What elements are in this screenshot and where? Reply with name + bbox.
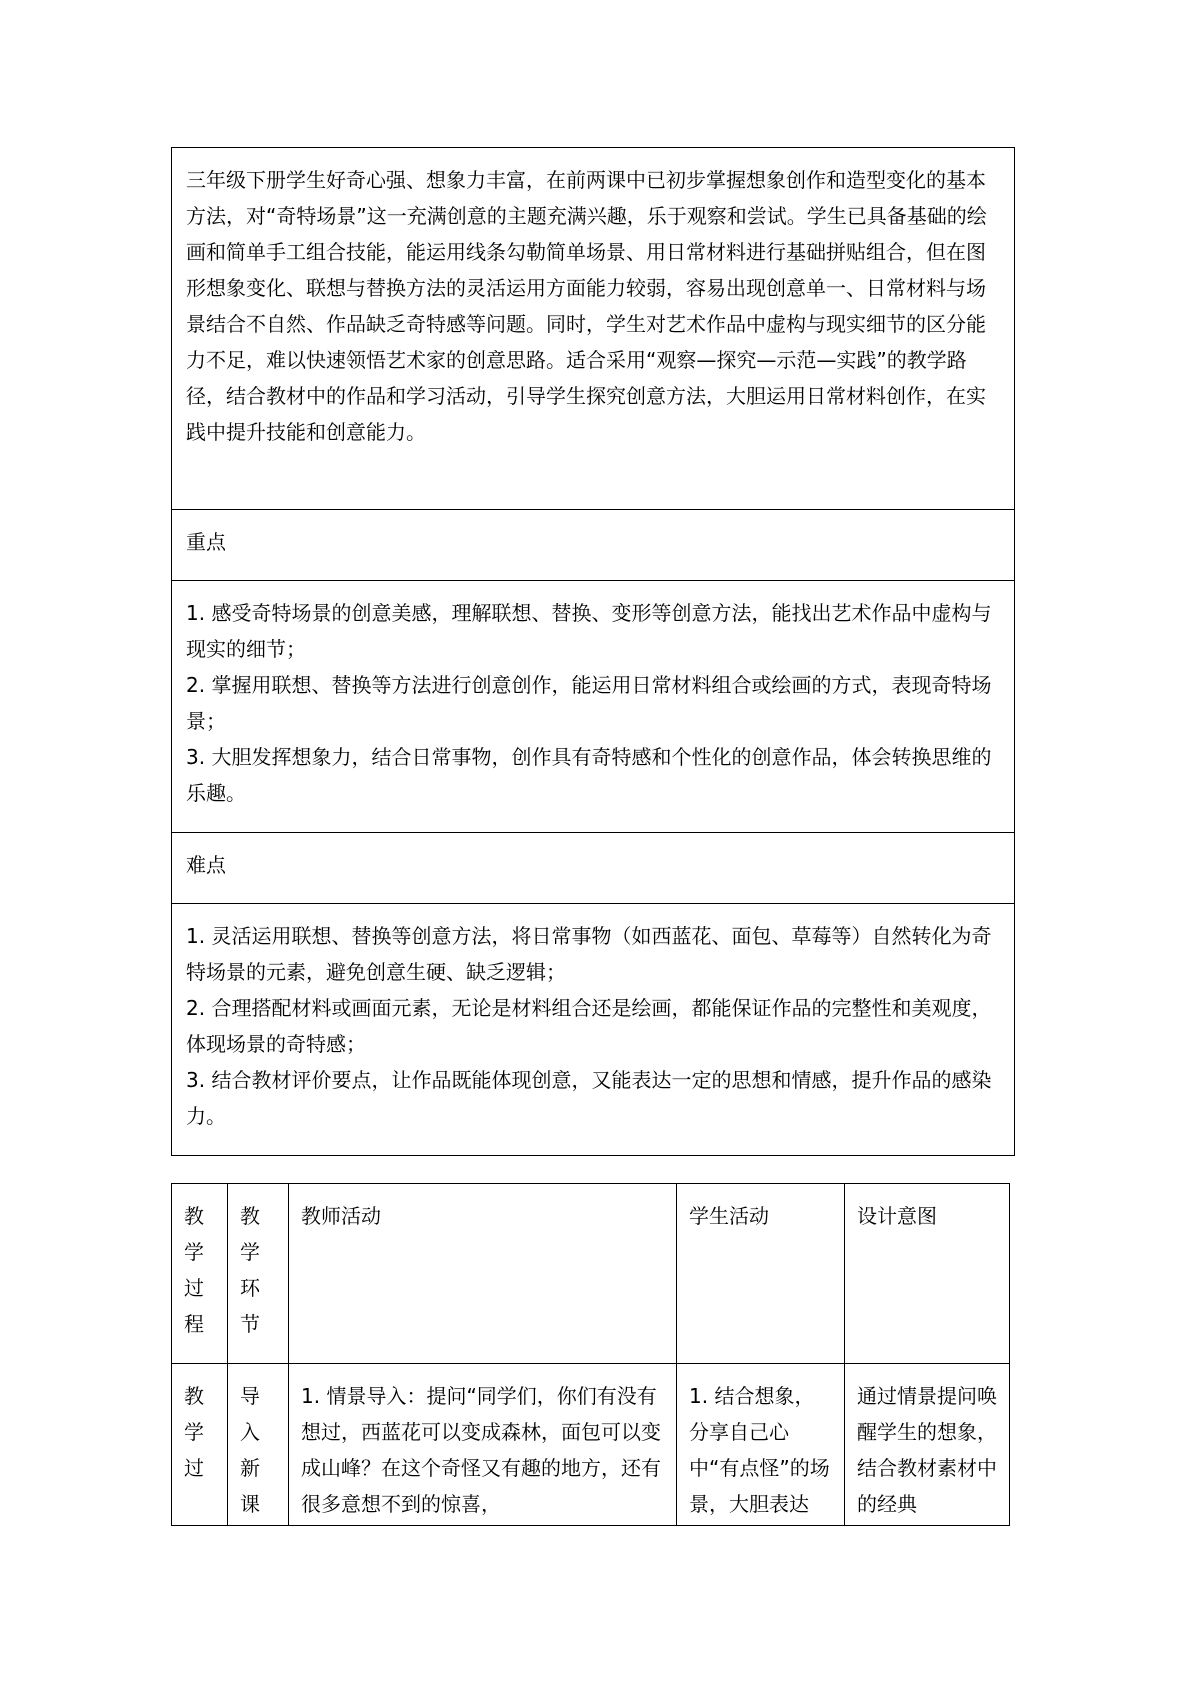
- student-analysis-cell: [172, 148, 1014, 509]
- difficulties-heading: 难点: [186, 853, 226, 877]
- difficulty-item: 2. 合理搭配材料或画面元素，无论是材料组合还是绘画，都能保证作品的完整性和美观度，体现场景的奇特感；: [186, 996, 992, 1056]
- key-points-heading-cell: [172, 509, 1014, 580]
- student-analysis-text: 三年级下册学生好奇心强、想象力丰富，在前两课中已初步掌握想象创作和造型变化的基本方法，对“奇特场景”这一充满创意的主题充满兴趣，乐于观察和尝试。学生已具备基础的绘画和简单手工组合技能，能运用线条勾勒简单场景、用日常材料进行基础拼贴组合，但在图形想象变化、联想与替换方法的灵活运用方面能力较弱，容易出现创意单一、日常材料与场景结合不自然、作品缺乏奇特感等问题。同时，学生对艺术作品中虚构与现实细节的区分能力不足，难以快速领悟艺术家的创意思路。适合采用“观察—探究—示范—实践”的教学路径，结合教材中的作品和学习活动，引导学生探究创意方法，大胆运用日常材料创作，在实践中提升技能和创意能力。: [186, 168, 987, 444]
- difficulty-item: 1. 灵活运用联想、替换等创意方法，将日常事物（如西蓝花、面包、草莓等）自然转化为奇特场景的元素，避免创意生硬、缺乏逻辑；: [186, 924, 992, 984]
- row-student-activity: 1. 结合想象，分享自己心中“有点怪”的场景，大胆表达: [677, 1364, 845, 1526]
- row-teaching-stage: 导 入 新 课: [228, 1364, 289, 1526]
- header-teaching-stage: 教 学 环 节: [228, 1184, 289, 1364]
- difficulties-cell: [172, 903, 1014, 1155]
- key-point-item: 3. 大胆发挥想象力，结合日常事物，创作具有奇特感和个性化的创意作品，体会转换思维的乐趣。: [186, 745, 992, 805]
- key-point-item: 1. 感受奇特场景的创意美感，理解联想、替换、变形等创意方法，能找出艺术作品中虚构与现实的细节；: [186, 601, 992, 661]
- header-student-activity: 学生活动: [677, 1184, 845, 1364]
- difficulties-heading-cell: [172, 832, 1014, 903]
- table-row: [172, 1364, 1010, 1526]
- teaching-process-table: [171, 1183, 1010, 1526]
- difficulty-item: 3. 结合教材评价要点，让作品既能体现创意，又能表达一定的思想和情感，提升作品的感染力。: [186, 1068, 992, 1128]
- header-design-intent: 设计意图: [845, 1184, 1010, 1364]
- key-point-item: 2. 掌握用联想、替换等方法进行创意创作，能运用日常材料组合或绘画的方式，表现奇特场景；: [186, 673, 992, 733]
- header-teacher-activity: 教师活动: [289, 1184, 677, 1364]
- lesson-analysis-box: [171, 147, 1015, 1156]
- table-header-row: [172, 1184, 1010, 1364]
- header-teaching-process: 教 学 过 程: [172, 1184, 228, 1364]
- row-design-intent: 通过情景提问唤醒学生的想象，结合教材素材中的经典: [845, 1364, 1010, 1526]
- key-points-heading: 重点: [186, 530, 226, 554]
- row-teaching-process: 教 学 过: [172, 1364, 228, 1526]
- key-points-cell: [172, 580, 1014, 832]
- row-teacher-activity: 1. 情景导入：提问“同学们，你们有没有想过，西蓝花可以变成森林，面包可以变成山峰？在这个奇怪又有趣的地方，还有很多意想不到的惊喜，: [289, 1364, 677, 1526]
